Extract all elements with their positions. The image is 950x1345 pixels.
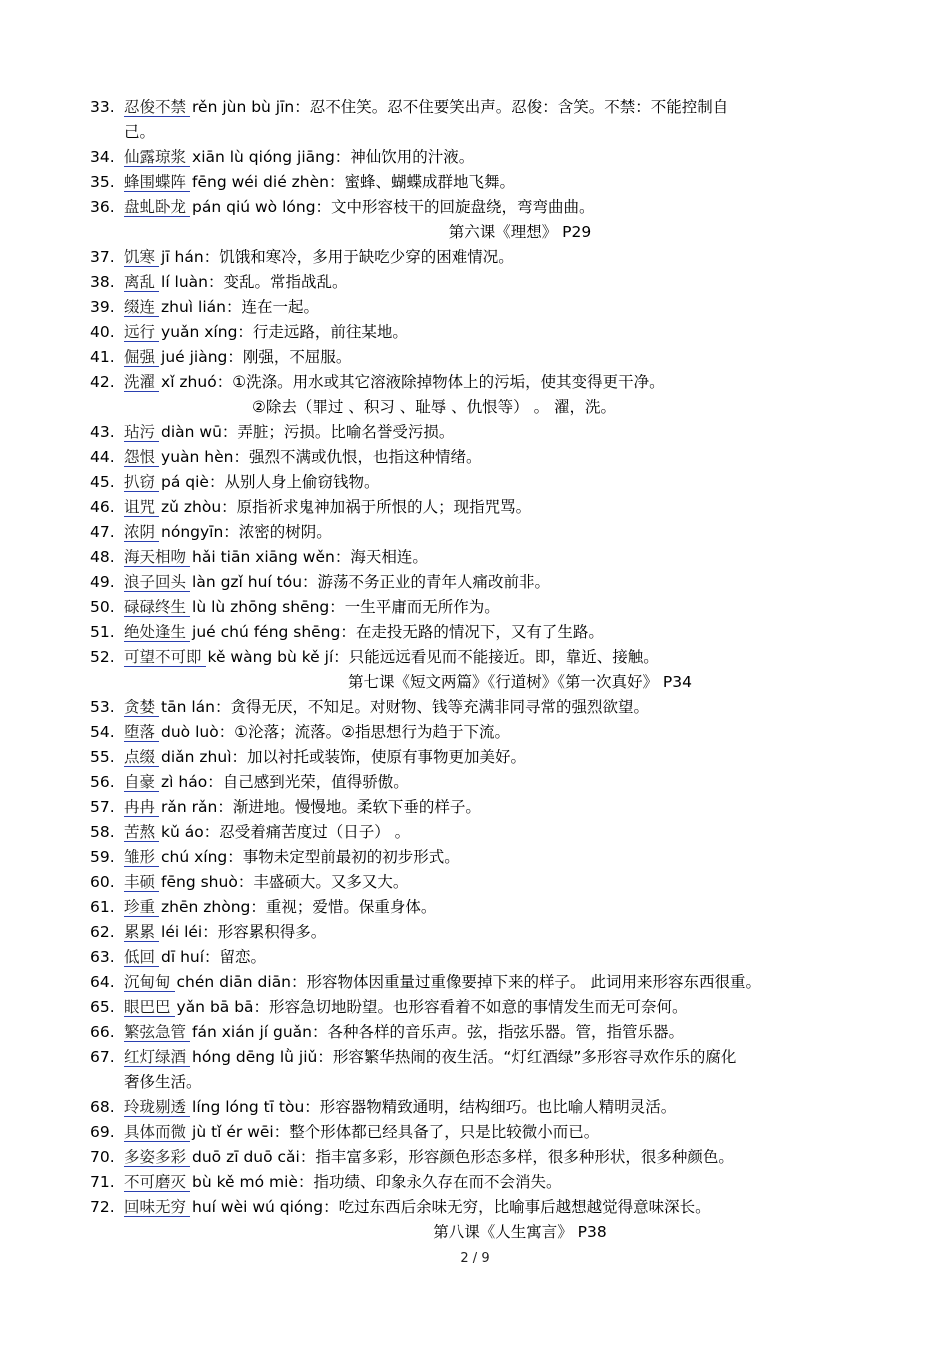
vocab-entry — [90, 845, 890, 870]
entry-number: 47. — [90, 523, 115, 541]
entry-number: 40. — [90, 323, 115, 341]
entry-definition: ：连在一起。 — [225, 298, 319, 316]
entry-body — [124, 420, 884, 445]
vocab-entry — [90, 570, 890, 595]
entry-body — [124, 170, 884, 195]
entry-pinyin: pá qiè — [161, 473, 209, 491]
entry-pinyin: jī hán — [161, 248, 204, 266]
entry-definition: ：浓密的树阴。 — [223, 523, 332, 541]
entry-definition-continued: 奢侈生活。 — [124, 1073, 202, 1091]
entry-pinyin: zhuì lián — [161, 298, 226, 316]
vocab-entry — [90, 1170, 890, 1195]
entry-body — [124, 470, 884, 495]
entry-definition: ：形容器物精致通明，结构细巧。也比喻人精明灵活。 — [304, 1098, 677, 1116]
entry-definition: ：蜜蜂、蝴蝶成群地飞舞。 — [328, 173, 515, 191]
entry-definition: ：变乱。常指战乱。 — [208, 273, 348, 291]
entry-number: 49. — [90, 573, 115, 591]
vocab-entry — [90, 1045, 890, 1095]
vocab-entry — [90, 295, 890, 320]
entry-body — [124, 270, 884, 295]
entry-number: 44. — [90, 448, 115, 466]
page-number: 2 / 9 — [460, 1251, 490, 1266]
vocab-entry — [90, 370, 890, 420]
entry-pinyin: fēng shuò — [161, 873, 238, 891]
entry-pinyin: fán xián jí guǎn — [192, 1023, 312, 1041]
entry-definition: ：渐进地。慢慢地。柔软下垂的样子。 — [217, 798, 481, 816]
vocab-entry — [90, 820, 890, 845]
entry-definition: ：事物未定型前最初的初步形式。 — [227, 848, 460, 866]
entry-term: 贪婪 — [124, 698, 159, 717]
entry-pinyin: nóngyīn — [161, 523, 224, 541]
entry-number: 51. — [90, 623, 115, 641]
vocab-entry — [90, 95, 890, 145]
entry-definition: ：贪得无厌，不知足。对财物、钱等充满非同寻常的强烈欲望。 — [214, 698, 649, 716]
entry-number: 69. — [90, 1123, 115, 1141]
entry-body — [124, 195, 884, 220]
entry-body — [124, 745, 884, 770]
entry-definition: ：重视；爱惜。保重身体。 — [250, 898, 437, 916]
entry-number: 43. — [90, 423, 115, 441]
entry-pinyin: zì háo — [161, 773, 208, 791]
entry-number: 67. — [90, 1048, 115, 1066]
vocab-entry — [90, 770, 890, 795]
entry-term: 丰硕 — [124, 873, 159, 892]
entry-number: 39. — [90, 298, 115, 316]
entry-term: 怨恨 — [124, 448, 159, 467]
entry-term: 海天相吻 — [124, 548, 190, 567]
entry-term: 蜂围蝶阵 — [124, 173, 190, 192]
lesson-heading: 第七课《短文两篇》《行道树》《第一次真好》 P34 — [348, 673, 692, 691]
entry-definition: ：自己感到光荣，值得骄傲。 — [207, 773, 409, 791]
vocab-entry — [90, 1020, 890, 1045]
vocab-entry — [90, 795, 890, 820]
entry-number: 66. — [90, 1023, 115, 1041]
entry-pinyin: fēng wéi dié zhèn — [192, 173, 329, 191]
entry-pinyin: zhēn zhòng — [161, 898, 251, 916]
vocab-entry — [90, 695, 890, 720]
vocabulary-list — [90, 95, 890, 1245]
entry-definition: ：刚强，不屈服。 — [227, 348, 352, 366]
entry-body — [124, 845, 884, 870]
entry-term: 不可磨灭 — [124, 1173, 190, 1192]
entry-definition: ：文中形容枝干的回旋盘绕，弯弯曲曲。 — [315, 198, 595, 216]
entry-definition: ：指丰富多彩，形容颜色形态多样，很多种形状，很多种颜色。 — [299, 1148, 734, 1166]
vocab-entry — [90, 745, 890, 770]
vocab-entry — [90, 420, 890, 445]
entry-number: 48. — [90, 548, 115, 566]
entry-number: 42. — [90, 373, 115, 391]
entry-body — [124, 620, 884, 645]
vocab-entry — [90, 520, 890, 545]
entry-pinyin: duō zī duō cǎi — [192, 1148, 300, 1166]
entry-body — [124, 495, 884, 520]
entry-term: 洗濯 — [124, 373, 159, 392]
entry-pinyin: yuǎn xíng — [161, 323, 238, 341]
vocab-entry — [90, 1195, 890, 1220]
entry-number: 52. — [90, 648, 115, 666]
entry-definition: ：整个形体都已经具备了，只是比较微小而已。 — [273, 1123, 600, 1141]
entry-pinyin: zǔ zhòu — [161, 498, 222, 516]
entry-definition: ：各种各样的音乐声。弦，指弦乐器。管，指管乐器。 — [311, 1023, 684, 1041]
entry-pinyin: hóng dēng lǜ jiǔ — [192, 1048, 318, 1066]
vocab-entry — [90, 245, 890, 270]
entry-pinyin: tān lán — [161, 698, 215, 716]
entry-number: 58. — [90, 823, 115, 841]
vocab-entry — [90, 270, 890, 295]
entry-term: 多姿多彩 — [124, 1148, 190, 1167]
entry-pinyin: pán qiú wò lóng — [192, 198, 316, 216]
entry-number: 59. — [90, 848, 115, 866]
entry-body — [124, 595, 884, 620]
entry-pinyin: rěn jùn bù jīn — [192, 98, 295, 116]
entry-body — [124, 370, 884, 395]
entry-number: 41. — [90, 348, 115, 366]
entry-pinyin: kě wàng bù kě jí — [207, 648, 334, 666]
entry-definition: ：忍不住笑。忍不住要笑出声。忍俊：含笑。不禁：不能控制自 — [294, 98, 729, 116]
vocab-entry — [90, 320, 890, 345]
vocab-entry — [90, 895, 890, 920]
entry-number: 35. — [90, 173, 115, 191]
entry-definition-continued: 己。 — [124, 123, 156, 141]
entry-body — [124, 345, 884, 370]
entry-pinyin: huí wèi wú qióng — [192, 1198, 324, 1216]
entry-body — [124, 770, 884, 795]
entry-term: 沉甸甸 — [124, 973, 175, 992]
entry-body — [124, 320, 884, 345]
entry-definition: ：原指祈求鬼神加祸于所恨的人；现指咒骂。 — [221, 498, 532, 516]
entry-term: 堕落 — [124, 723, 159, 742]
entry-term: 诅咒 — [124, 498, 159, 517]
entry-term: 浓阴 — [124, 523, 159, 542]
entry-term: 冉冉 — [124, 798, 159, 817]
entry-pinyin: dī huí — [161, 948, 205, 966]
entry-pinyin: léi léi — [161, 923, 203, 941]
entry-definition: ：只能远远看见而不能接近。即，靠近、接触。 — [333, 648, 659, 666]
entry-pinyin: diàn wū — [161, 423, 222, 441]
entry-term: 眼巴巴 — [124, 998, 175, 1017]
entry-definition: ：①沦落；流落。②指思想行为趋于下流。 — [218, 723, 510, 741]
entry-body — [124, 820, 884, 845]
entry-number: 37. — [90, 248, 115, 266]
vocab-entry — [90, 195, 890, 220]
entry-number: 53. — [90, 698, 115, 716]
vocab-entry — [90, 970, 890, 995]
entry-body — [124, 920, 884, 945]
entry-number: 68. — [90, 1098, 115, 1116]
entry-body — [124, 795, 884, 820]
entry-term: 回味无穷 — [124, 1198, 190, 1217]
entry-definition: ：从别人身上偷窃钱物。 — [208, 473, 380, 491]
entry-pinyin: kǔ áo — [161, 823, 204, 841]
vocab-entry — [90, 1095, 890, 1120]
entry-definition: ：弄脏；污损。比喻名誉受污损。 — [221, 423, 455, 441]
vocab-entry — [90, 545, 890, 570]
entry-term: 累累 — [124, 923, 159, 942]
vocab-entry — [90, 495, 890, 520]
entry-term: 倔强 — [124, 348, 159, 367]
entry-body — [124, 1145, 884, 1170]
entry-body — [124, 895, 884, 920]
entry-pinyin: chén diān diān — [176, 973, 292, 991]
vocab-entry — [90, 995, 890, 1020]
entry-pinyin: diǎn zhuì — [161, 748, 232, 766]
entry-pinyin: jué jiàng — [161, 348, 228, 366]
entry-term: 玷污 — [124, 423, 159, 442]
entry-definition: ：留恋。 — [204, 948, 267, 966]
entry-body — [124, 1020, 884, 1045]
entry-term: 具体而微 — [124, 1123, 190, 1142]
entry-term: 忍俊不禁 — [124, 98, 190, 117]
entry-number: 46. — [90, 498, 115, 516]
entry-number: 50. — [90, 598, 115, 616]
vocab-entry — [90, 620, 890, 645]
entry-body — [124, 970, 884, 995]
entry-body — [124, 1045, 884, 1070]
entry-term: 苦熬 — [124, 823, 159, 842]
entry-pinyin: hǎi tiān xiāng wěn — [192, 548, 335, 566]
entry-term: 饥寒 — [124, 248, 159, 267]
entry-number: 55. — [90, 748, 115, 766]
entry-body — [124, 720, 884, 745]
entry-number: 54. — [90, 723, 115, 741]
entry-definition: ：形容物体因重量过重像要掉下来的样子。 此词用来形容东西很重。 — [291, 973, 761, 991]
entry-body — [124, 870, 884, 895]
vocab-entry — [90, 145, 890, 170]
entry-body — [124, 645, 884, 670]
entry-definition: ：丰盛硕大。又多又大。 — [237, 873, 409, 891]
entry-definition: ：在走投无路的情况下，又有了生路。 — [340, 623, 604, 641]
entry-term: 可望不可即 — [124, 648, 206, 667]
entry-term: 扒窃 — [124, 473, 159, 492]
entry-definition: ：形容繁华热闹的夜生活。“灯红酒绿”多形容寻欢作乐的腐化 — [317, 1048, 737, 1066]
lesson-heading: 第八课《人生寓言》 P38 — [433, 1223, 607, 1241]
entry-pinyin: rǎn rǎn — [161, 798, 218, 816]
entry-body — [124, 245, 884, 270]
entry-term: 缀连 — [124, 298, 159, 317]
vocab-entry — [90, 1120, 890, 1145]
entry-definition: ：一生平庸而无所作为。 — [329, 598, 500, 616]
vocab-entry — [90, 170, 890, 195]
entry-number: 38. — [90, 273, 115, 291]
entry-term: 雏形 — [124, 848, 159, 867]
entry-term: 繁弦急管 — [124, 1023, 190, 1042]
entry-body — [124, 570, 884, 595]
vocab-entry — [90, 1145, 890, 1170]
entry-pinyin: duò luò — [161, 723, 219, 741]
entry-pinyin: xǐ zhuó — [161, 373, 217, 391]
entry-definition: ：饥饿和寒冷，多用于缺吃少穿的困难情况。 — [203, 248, 514, 266]
entry-pinyin: xiān lù qióng jiāng — [192, 148, 335, 166]
vocab-entry — [90, 945, 890, 970]
entry-definition: ：①洗涤。用水或其它溶液除掉物体上的污垢，使其变得更干净。 — [216, 373, 665, 391]
vocab-entry — [90, 595, 890, 620]
entry-term: 珍重 — [124, 898, 159, 917]
entry-definition: ：行走远路，前往某地。 — [237, 323, 408, 341]
entry-pinyin: yuàn hèn — [161, 448, 234, 466]
entry-term: 盘虬卧龙 — [124, 198, 190, 217]
entry-body — [124, 545, 884, 570]
entry-body — [124, 295, 884, 320]
entry-body — [124, 945, 884, 970]
entry-definition: ：强烈不满或仇恨，也指这种情绪。 — [233, 448, 482, 466]
entry-pinyin: bù kě mó miè — [192, 1173, 298, 1191]
entry-number: 61. — [90, 898, 115, 916]
entry-definition: ：游荡不务正业的青年人痛改前非。 — [302, 573, 551, 591]
entry-number: 71. — [90, 1173, 115, 1191]
entry-body — [124, 445, 884, 470]
entry-pinyin: lù lù zhōng shēng — [192, 598, 330, 616]
entry-number: 72. — [90, 1198, 115, 1216]
vocab-entry — [90, 870, 890, 895]
entry-pinyin: jué chú féng shēng — [192, 623, 341, 641]
entry-definition: ：海天相连。 — [334, 548, 428, 566]
entry-term: 玲珑剔透 — [124, 1098, 190, 1117]
entry-definition: ：忍受着痛苦度过（日子） 。 — [203, 823, 411, 841]
entry-body — [124, 1120, 884, 1145]
entry-term: 离乱 — [124, 273, 159, 292]
entry-body — [124, 95, 884, 120]
entry-body — [124, 520, 884, 545]
entry-term: 红灯绿酒 — [124, 1048, 190, 1067]
vocab-entry — [90, 470, 890, 495]
entry-term: 浪子回头 — [124, 573, 190, 592]
entry-number: 64. — [90, 973, 115, 991]
vocab-entry — [90, 345, 890, 370]
entry-pinyin: làn gzǐ huí tóu — [192, 573, 303, 591]
entry-term: 点缀 — [124, 748, 159, 767]
entry-term: 低回 — [124, 948, 159, 967]
entry-number: 33. — [90, 98, 115, 116]
entry-term: 碌碌终生 — [124, 598, 190, 617]
entry-term: 仙露琼浆 — [124, 148, 190, 167]
entry-definition-continued: ②除去（罪过 、积习 、耻辱 、仇恨等） 。 濯，洗。 — [252, 398, 617, 416]
entry-pinyin: jù tǐ ér wēi — [192, 1123, 274, 1141]
vocab-entry — [90, 645, 890, 670]
entry-definition: ：指功绩、印象永久存在而不会消失。 — [297, 1173, 562, 1191]
lesson-heading: 第六课《理想》 P29 — [448, 223, 592, 241]
vocab-entry — [90, 720, 890, 745]
entry-number: 70. — [90, 1148, 115, 1166]
entry-number: 45. — [90, 473, 115, 491]
entry-pinyin: chú xíng — [161, 848, 228, 866]
entry-term: 自豪 — [124, 773, 159, 792]
entry-definition: ：加以衬托或装饰，使原有事物更加美好。 — [231, 748, 527, 766]
vocab-entry — [90, 445, 890, 470]
entry-number: 56. — [90, 773, 115, 791]
entry-term: 绝处逢生 — [124, 623, 190, 642]
entry-body — [124, 1195, 884, 1220]
vocab-entry — [90, 920, 890, 945]
entry-definition: ：形容急切地盼望。也形容看着不如意的事情发生而无可奈何。 — [253, 998, 688, 1016]
entry-number: 57. — [90, 798, 115, 816]
entry-body — [124, 695, 884, 720]
entry-number: 36. — [90, 198, 115, 216]
entry-pinyin: yǎn bā bā — [176, 998, 254, 1016]
entry-definition: ：形容累积得多。 — [202, 923, 327, 941]
entry-body — [124, 1170, 884, 1195]
entry-body — [124, 1095, 884, 1120]
entry-pinyin: líng lóng tī tòu — [192, 1098, 305, 1116]
entry-pinyin: lí luàn — [161, 273, 209, 291]
entry-definition: ：吃过东西后余味无穷，比喻事后越想越觉得意味深长。 — [323, 1198, 711, 1216]
entry-definition: ：神仙饮用的汁液。 — [334, 148, 475, 166]
entry-number: 63. — [90, 948, 115, 966]
entry-number: 62. — [90, 923, 115, 941]
entry-body — [124, 995, 884, 1020]
entry-number: 60. — [90, 873, 115, 891]
entry-body — [124, 145, 884, 170]
entry-number: 34. — [90, 148, 115, 166]
entry-term: 远行 — [124, 323, 159, 342]
entry-number: 65. — [90, 998, 115, 1016]
